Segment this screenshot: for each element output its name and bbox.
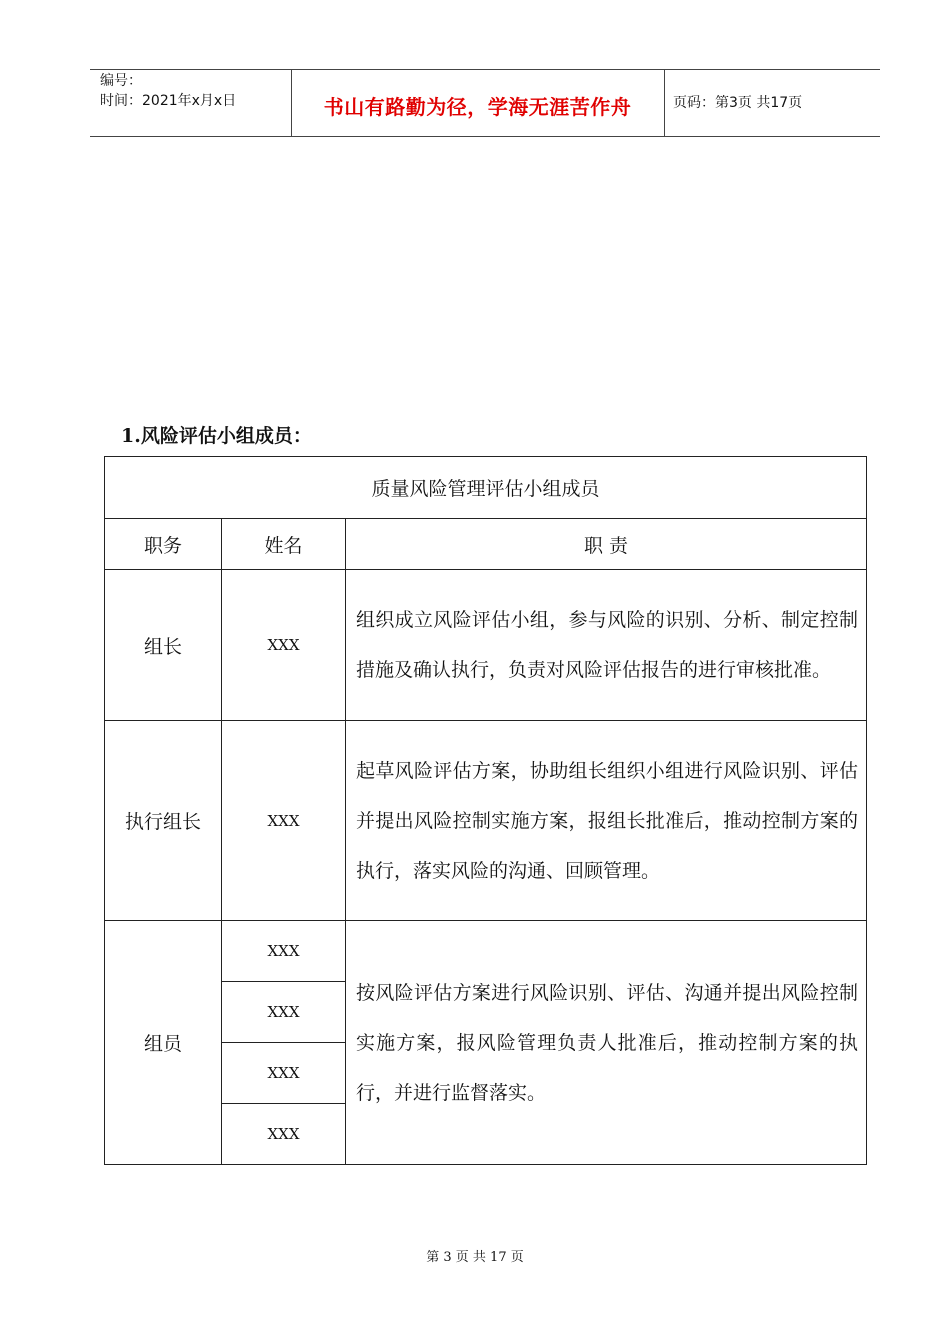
role-cell: 组长 [105,570,222,721]
name-cell: XXX [222,1104,346,1165]
column-header-role: 职务 [105,519,222,570]
header-page-label: 页码：第3页 共17页 [673,95,803,111]
table-row [105,921,867,982]
document-time-label: 时间：2021年x月x日 [100,93,237,109]
header-bottom-rule [90,136,880,137]
table-title: 质量风险管理评估小组成员 [105,457,867,519]
name-cell: XXX [222,721,346,921]
duty-cell: 起草风险评估方案，协助组长组织小组进行风险识别、评估并提出风险控制实施方案，报组长批准后，推动控制方案的执行，落实风险的沟通、回顾管理。 [346,721,867,921]
name-cell: XXX [222,921,346,982]
document-number-label: 编号： [100,73,142,89]
duty-cell: 按风险评估方案进行风险识别、评估、沟通并提出风险控制实施方案，报风险管理负责人批准后，推动控制方案的执行，并进行监督落实。 [346,921,867,1165]
table-row [105,721,867,921]
column-header-duty: 职 责 [346,519,867,570]
role-cell: 组员 [105,921,222,1165]
name-cell: XXX [222,1043,346,1104]
header-meta [100,71,236,111]
table-title-row [105,457,867,519]
name-cell: XXX [222,982,346,1043]
header-top-rule [90,69,880,70]
header-divider [664,69,665,136]
page-footer: 第 3 页 共 17 页 [426,1250,524,1265]
duty-cell: 组织成立风险评估小组，参与风险的识别、分析、制定控制措施及确认执行，负责对风险评估报告的进行审核批准。 [346,570,867,721]
column-header-name: 姓名 [222,519,346,570]
name-cell: XXX [222,570,346,721]
table-row [105,570,867,721]
section-heading: 1.风险评估小组成员： [121,425,312,447]
table-header-row [105,519,867,570]
role-cell: 执行组长 [105,721,222,921]
members-table [104,456,867,1165]
header-motto: 书山有路勤为径，学海无涯苦作舟 [323,95,632,119]
